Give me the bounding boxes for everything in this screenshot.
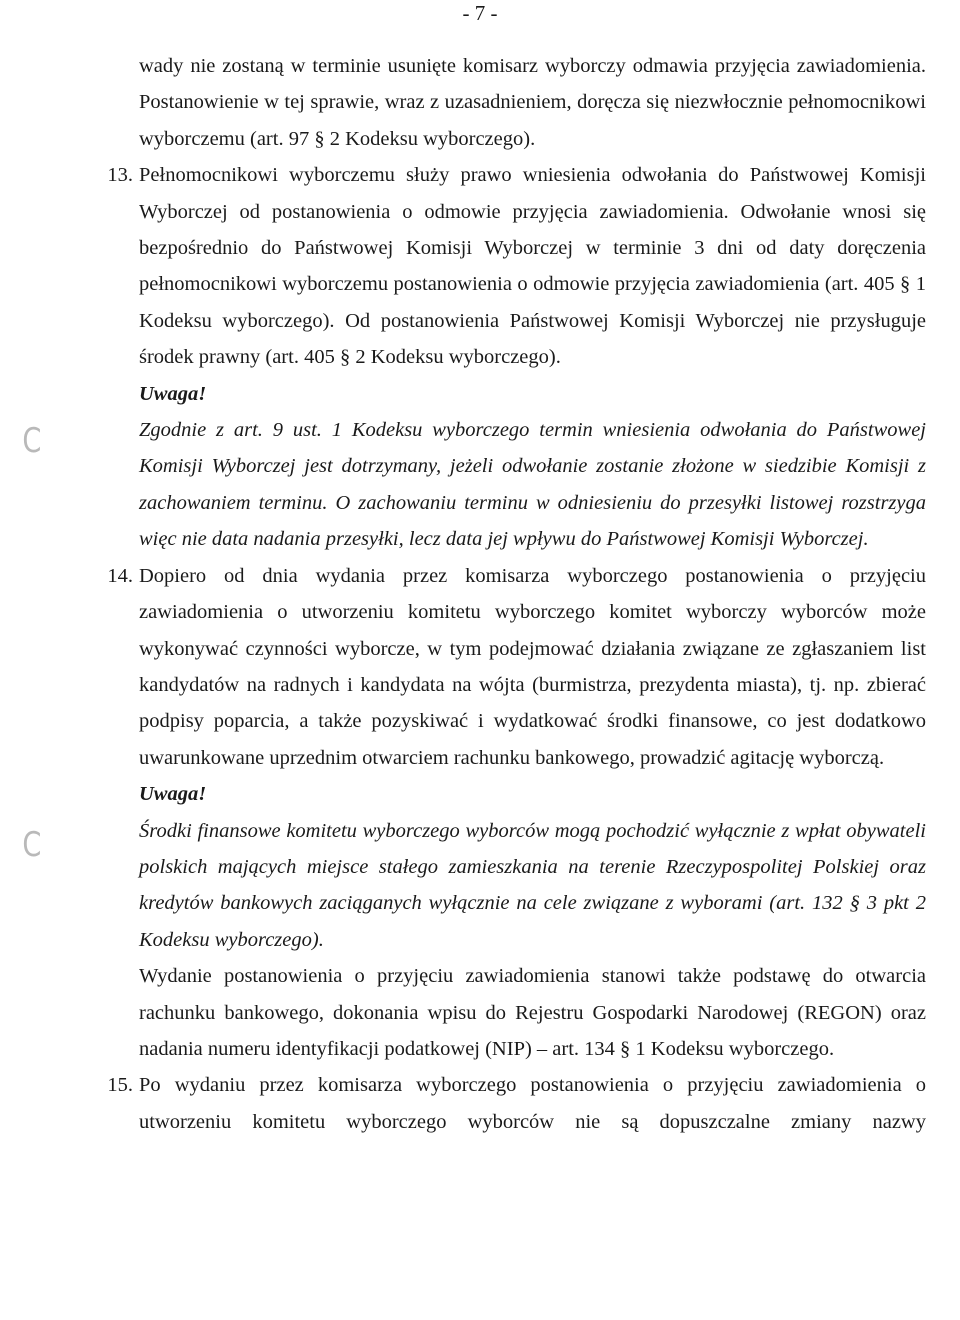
note-text: Środki finansowe komitetu wyborczego wyborców mogą pochodzić wyłącznie z wpłat obywateli polskich mających miejsce stałego zamieszkania na terenie Rzeczypospolitej Polskiej oraz kredytów bankowych zaciąganych wyłącznie na cele związane z wyborami (art. 132 § 3 pkt 2 Kodeksu wyborczego). [139,819,926,951]
item-15-text: Po wydaniu przez komisarza wyborczego postanowienia o przyjęciu zawiadomienia o utworzeniu komitetu wyborczego wyborców nie są dopuszczalne zmiany nazwy [139,1074,926,1133]
list-item-13 [107,157,926,557]
item-number: 14. [107,564,133,587]
note-label: Uwaga! [139,382,207,405]
list-item-15 [107,1067,926,1140]
item-14-text: Dopiero od dnia wydania przez komisarza wyborczego postanowienia o przyjęciu zawiadomienia o utworzeniu komitetu wyborczego komitet wyborczy wyborców może wykonywać czynności wyborcze, w tym podejmować działania związane ze zgłaszaniem list kandydatów na radnych i kandydata na wójta (burmistrza, prezydenta miasta), tj. np. zbierać podpisy poparcia, a także pozyskiwać i wydatkować środki finansowe, co jest dodatkowo uwarunkowane uprzednim otwarciem rachunku bankowego, prowadzić agitację wyborczą. [139,564,926,769]
page-number: - 7 - [462,1,498,25]
intro-paragraph: wady nie zostaną w terminie usunięte komisarz wyborczy odmawia przyjęcia zawiadomienia. Postanowienie w tej sprawie, wraz z uzasadnieniem, doręcza się niezwłocznie pełnomocnikowi wyborczemu (art. 97 § 2 Kodeksu wyborczego). [139,55,926,150]
margin-punch-mark: C [22,421,42,461]
item-14-extra-text: Wydanie postanowienia o przyjęciu zawiadomienia stanowi także podstawę do otwarcia rachunku bankowego, dokonania wpisu do Rejestru Gospodarki Narodowej (REGON) oraz nadania numeru identyfikacji podatkowej (NIP) – art. 134 § 1 Kodeksu wyborczego. [139,965,926,1060]
note-label: Uwaga! [139,783,207,806]
document-body [107,48,926,1140]
item-number: 13. [107,164,133,187]
note-text: Zgodnie z art. 9 ust. 1 Kodeksu wyborczego termin wniesienia odwołania do Państwowej Komisji Wyborczej jest dotrzymany, jeżeli odwołanie zostanie złożone w siedzibie Komisji z zachowaniem terminu. O zachowaniu terminu w odniesieniu do przesyłki listowej rozstrzyga więc nie data nadania przesyłki, lecz data jej wpływu do Państwowej Komisji Wyborczej. [139,419,926,551]
margin-punch-mark: C [22,825,42,865]
item-number: 15. [107,1074,133,1097]
list-item-14 [107,558,926,1068]
item-13-text: Pełnomocnikowi wyborczemu służy prawo wniesienia odwołania do Państwowej Komisji Wyborczej od postanowienia o odmowie przyjęcia zawiadomienia. Odwołanie wnosi się bezpośrednio do Państwowej Komisji Wyborczej w terminie 3 dni od daty doręczenia pełnomocnikowi wyborczemu postanowienia o odmowie przyjęcia zawiadomienia (art. 405 § 1 Kodeksu wyborczego). Od postanowienia Państwowej Komisji Wyborczej nie przysługuje środek prawny (art. 405 § 2 Kodeksu wyborczego). [139,164,926,369]
